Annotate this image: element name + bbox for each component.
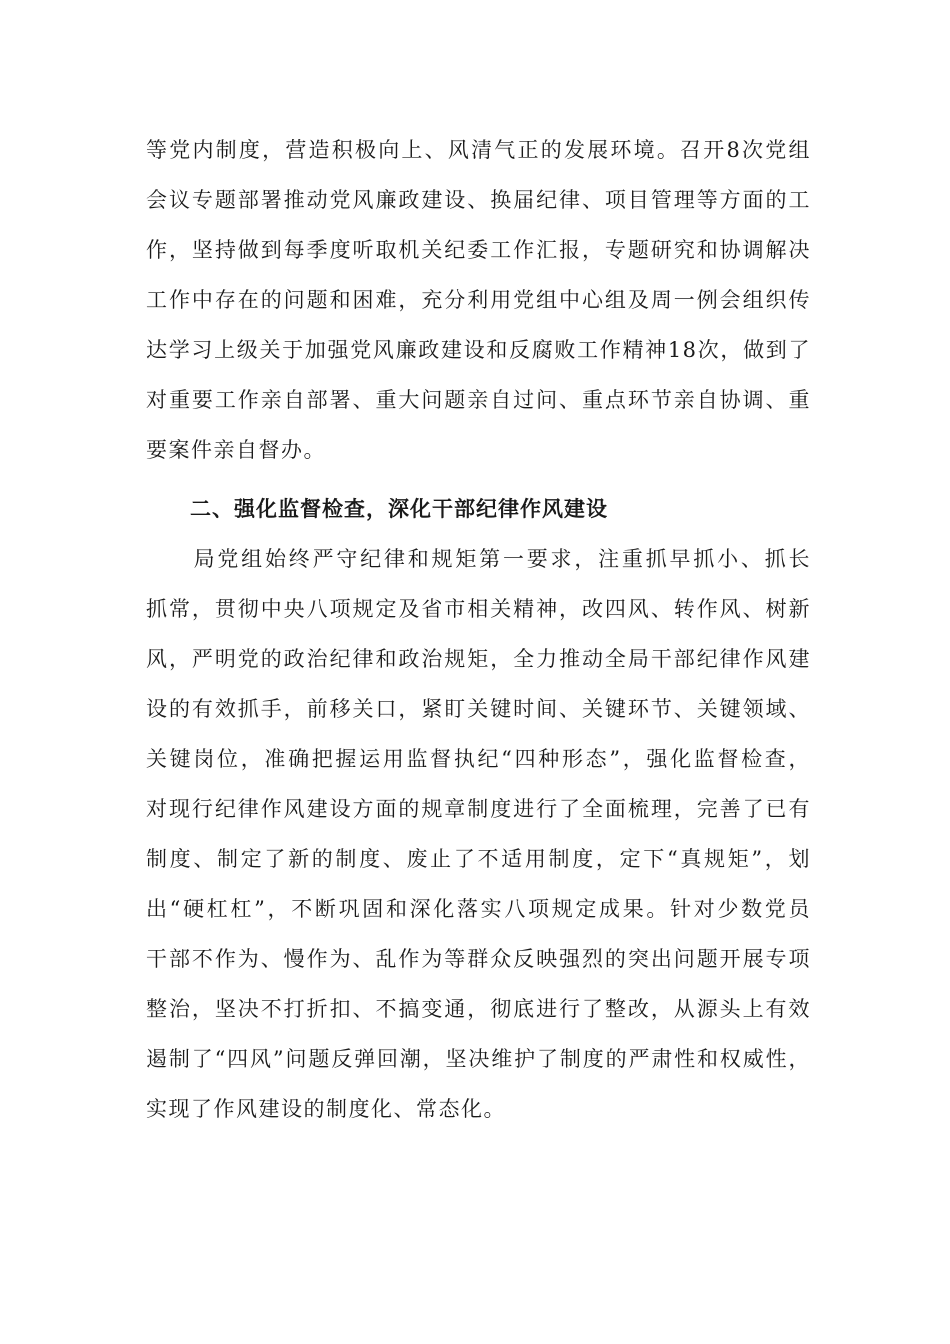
paragraph-1-line: 对重要工作亲自部署、重大问题亲自过问、重点环节亲自协调、重 bbox=[146, 388, 811, 412]
paragraph-2 bbox=[146, 534, 811, 1134]
paragraph-2-line: 抓常，贯彻中央八项规定及省市相关精神，改四风、转作风、树新 bbox=[146, 597, 811, 621]
paragraph-1-line: 达学习上级关于加强党风廉政建设和反腐败工作精神18次，做到了 bbox=[146, 338, 811, 362]
paragraph-2-line: 对现行纪律作风建设方面的规章制度进行了全面梳理，完善了已有 bbox=[146, 797, 811, 821]
paragraph-1-line: 要案件亲自督办。 bbox=[146, 438, 326, 462]
paragraph-1-line: 工作中存在的问题和困难，充分利用党组中心组及周一例会组织传 bbox=[146, 288, 811, 312]
section-heading: 二、强化监督检查，深化干部纪律作风建设 bbox=[190, 497, 608, 521]
paragraph-2-line: 整治，坚决不打折扣、不搞变通，彻底进行了整改，从源头上有效 bbox=[146, 997, 811, 1021]
paragraph-2-line: 局党组始终严守纪律和规矩第一要求，注重抓早抓小、抓长 bbox=[146, 547, 811, 571]
paragraph-2-line: 关键岗位，准确把握运用监督执纪“四种形态”，强化监督检查， bbox=[146, 747, 811, 771]
paragraph-2-line: 制度、制定了新的制度、废止了不适用制度，定下“真规矩”，划 bbox=[146, 847, 811, 871]
paragraph-2-line: 遏制了“四风”问题反弹回潮，坚决维护了制度的严肃性和权威性， bbox=[146, 1047, 811, 1071]
paragraph-2-line: 风，严明党的政治纪律和政治规矩，全力推动全局干部纪律作风建 bbox=[146, 647, 811, 671]
paragraph-2-line: 出“硬杠杠”，不断巩固和深化落实八项规定成果。针对少数党员 bbox=[146, 897, 811, 921]
paragraph-1 bbox=[146, 125, 811, 475]
paragraph-2-line: 设的有效抓手，前移关口，紧盯关键时间、关键环节、关键领域、 bbox=[146, 697, 811, 721]
paragraph-1-line: 等党内制度，营造积极向上、风清气正的发展环境。召开8次党组 bbox=[146, 138, 811, 162]
paragraph-1-line: 作，坚持做到每季度听取机关纪委工作汇报，专题研究和协调解决 bbox=[146, 238, 811, 262]
paragraph-2-line: 实现了作风建设的制度化、常态化。 bbox=[146, 1097, 506, 1121]
paragraph-2-line: 干部不作为、慢作为、乱作为等群众反映强烈的突出问题开展专项 bbox=[146, 947, 811, 971]
paragraph-1-line: 会议专题部署推动党风廉政建设、换届纪律、项目管理等方面的工 bbox=[146, 188, 811, 212]
